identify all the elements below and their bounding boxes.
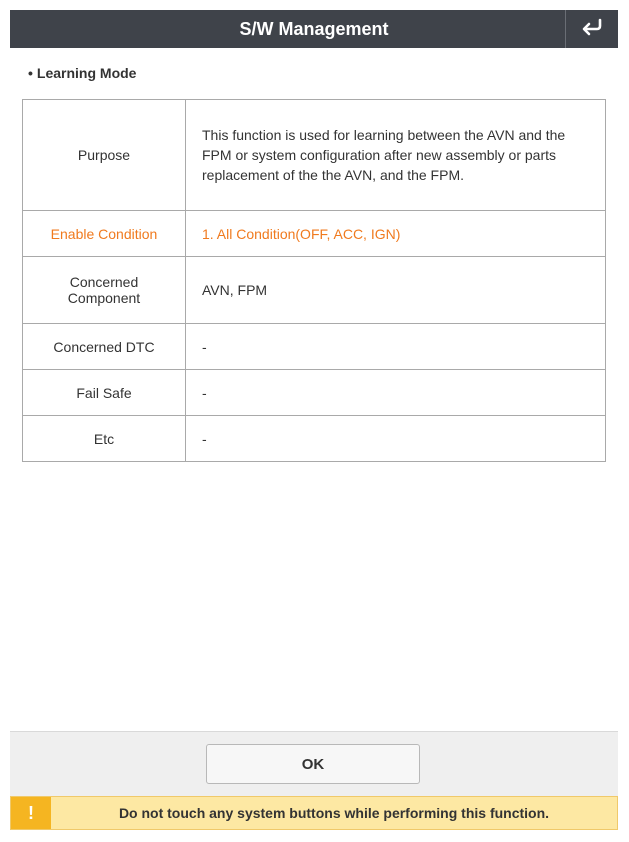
ok-button[interactable]: OK bbox=[206, 744, 420, 784]
table-row-enable-condition bbox=[23, 211, 606, 257]
row-value: - bbox=[186, 324, 606, 370]
table-row-concerned-component bbox=[23, 257, 606, 324]
row-value: AVN, FPM bbox=[186, 257, 606, 324]
table-row-concerned-dtc bbox=[23, 324, 606, 370]
section-title bbox=[28, 65, 136, 81]
row-label: Fail Safe bbox=[23, 370, 186, 416]
warning-icon: ! bbox=[11, 797, 51, 829]
warning-bar bbox=[10, 796, 618, 830]
row-label: Purpose bbox=[23, 100, 186, 211]
title-bar bbox=[10, 10, 618, 48]
table-row-fail-safe bbox=[23, 370, 606, 416]
back-button[interactable] bbox=[565, 10, 618, 48]
table-row-etc bbox=[23, 416, 606, 462]
row-value: 1. All Condition(OFF, ACC, IGN) bbox=[186, 211, 606, 257]
row-label: Concerned DTC bbox=[23, 324, 186, 370]
row-value: This function is used for learning between the AVN and the FPM or system configuration after new assembly or parts replacement of the the AVN, and the FPM. bbox=[186, 100, 606, 211]
info-table bbox=[22, 99, 606, 462]
row-label: Etc bbox=[23, 416, 186, 462]
return-arrow-icon bbox=[581, 18, 603, 41]
warning-text: Do not touch any system buttons while performing this function. bbox=[118, 805, 550, 821]
table-row-purpose bbox=[23, 100, 606, 211]
row-value: - bbox=[186, 370, 606, 416]
row-label: Enable Condition bbox=[23, 211, 186, 257]
bullet: • bbox=[28, 65, 33, 81]
footer-bar bbox=[10, 731, 618, 797]
row-value: - bbox=[186, 416, 606, 462]
section-title-text: Learning Mode bbox=[36, 65, 137, 81]
row-label: Concerned Component bbox=[23, 257, 186, 324]
page-title: S/W Management bbox=[239, 19, 389, 39]
